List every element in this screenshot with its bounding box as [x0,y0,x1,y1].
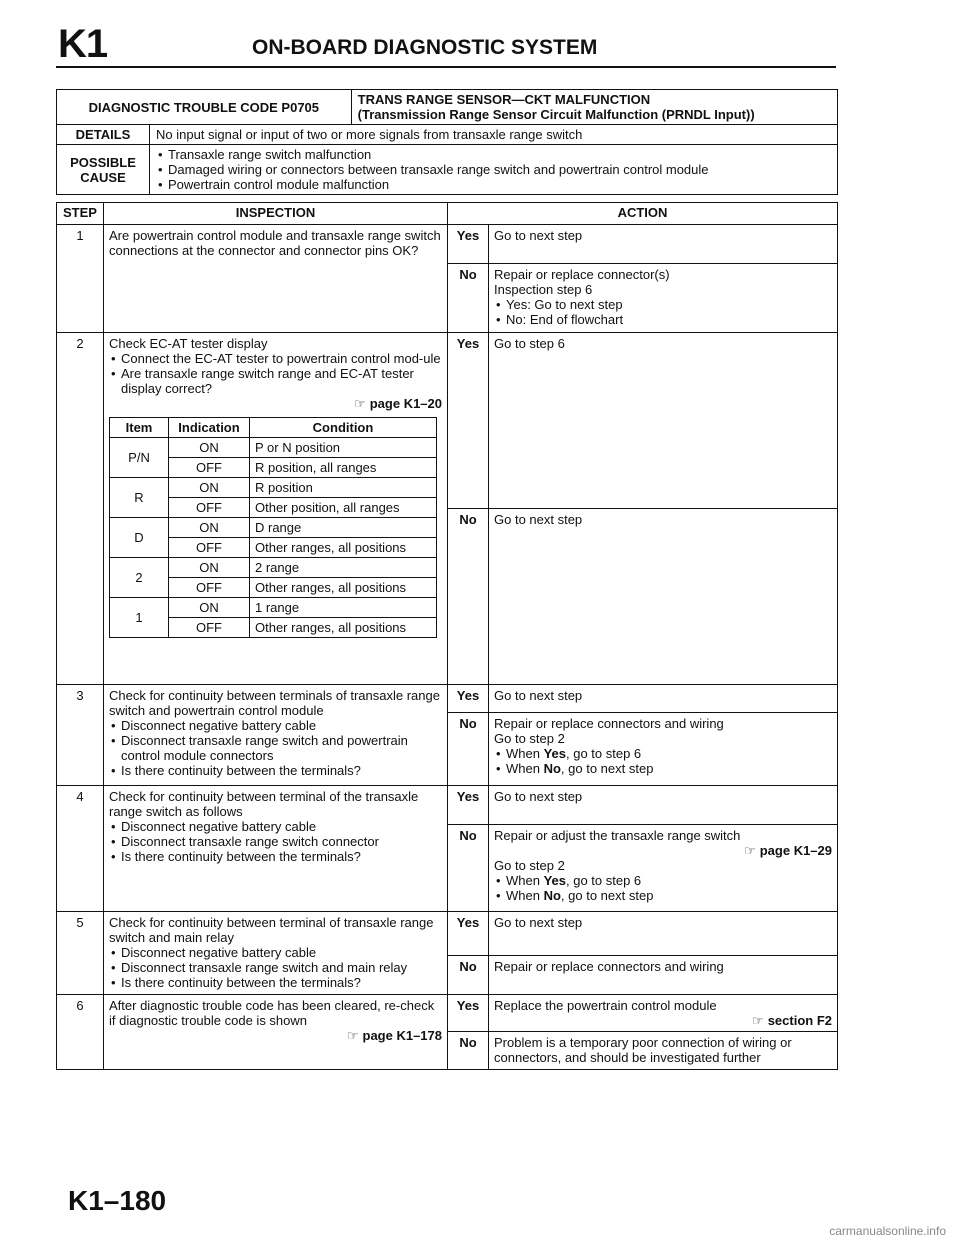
page-title: ON-BOARD DIAGNOSTIC SYSTEM [252,36,598,59]
step-inspection-lead: Check EC-AT tester display [109,335,268,351]
step-bullet: • Disconnect negative battery cable [121,819,442,834]
no-action [489,263,838,332]
it-condition: R position [250,477,437,497]
details-label: DETAILS [57,125,150,145]
no-action-line: Repair or adjust the transaxle range switch [494,827,741,843]
step-inspection [104,995,448,1070]
no-action [489,824,838,911]
dtc-info-table [56,89,838,195]
it-indication: ON [169,597,250,617]
yes-action-line: Replace the powertrain control module [494,998,717,1013]
step-bullet: • Disconnect negative battery cable [121,945,442,960]
step-number: 3 [57,685,104,786]
flowchart-table [56,202,838,1070]
step-inspection-lead: Check for continuity between terminal of the transaxle range switch as follows [109,789,419,820]
bullet-text: , go to next step [560,761,654,777]
bullet-text: When [506,887,544,903]
it-header-condition: Condition [250,417,437,437]
yes-label: Yes [448,332,489,508]
step-number: 4 [57,786,104,912]
yes-label: Yes [448,995,489,1032]
section-reference [494,1013,832,1028]
it-condition: Other ranges, all positions [250,537,437,557]
bullet-emphasis: No [543,761,561,777]
step-bullet: • Disconnect transaxle range switch connector [121,834,442,849]
no-action-bullet: • No: End of flowchart [506,312,832,327]
dtc-name-line2: (Transmission Range Sensor Circuit Malfunction (PRNDL Input)) [357,107,755,122]
it-indication: OFF [169,457,250,477]
step-number: 1 [57,225,104,332]
dtc-code-cell [57,90,352,125]
yes-label: Yes [448,786,489,824]
it-indication: OFF [169,537,250,557]
page-number: K1–180 [68,1185,167,1216]
hand-pointer-icon: ☞ [346,1028,359,1043]
step-bullet: • Is there continuity between the terminals? [121,975,442,990]
it-item: 1 [110,597,169,637]
yes-label: Yes [448,225,489,263]
step-inspection-lead: After diagnostic trouble code has been cleared, re-check if diagnostic trouble code is shown [109,998,435,1028]
no-label: No [448,824,489,911]
no-action-line: Inspection step 6 [494,281,593,297]
yes-action: Go to next step [489,786,838,824]
step-number: 6 [57,995,104,1070]
no-label: No [448,713,489,786]
yes-label: Yes [448,911,489,955]
no-action-bullets [494,746,832,776]
no-label: No [448,508,489,684]
no-action-line: Repair or replace connector(s) [494,266,670,282]
it-indication: ON [169,437,250,457]
page-reference [494,843,832,858]
watermark: carmanualsonline.info [829,1224,946,1238]
hand-pointer-icon: ☞ [354,395,366,411]
it-header-item: Item [110,417,169,437]
step-bullet: • Is there continuity between the terminals? [121,849,442,864]
no-action [489,713,838,786]
section-code: K1 [58,22,108,66]
step-inspection: Are powertrain control module and transaxle range switch connections at the connector and connector pins OK? [104,225,448,332]
step-number: 2 [57,332,104,684]
no-action: Problem is a temporary poor connection of wiring or connectors, and should be investigated further [489,1032,838,1070]
it-item: D [110,517,169,557]
it-header-indication: Indication [169,417,250,437]
step-bullets [109,718,442,778]
step-inspection-lead: Check for continuity between terminal of transaxle range switch and main relay [109,914,434,945]
bullet-text: When [506,746,544,762]
it-condition: 1 range [250,597,437,617]
no-action-bullets [494,873,832,903]
it-condition: P or N position [250,437,437,457]
page-reference-text: page K1–29 [759,842,832,858]
no-action-bullets [494,297,832,327]
indication-table [109,417,437,638]
no-action-line: Repair or replace connectors and wiring [494,716,724,732]
it-condition: Other ranges, all positions [250,577,437,597]
hand-pointer-icon: ☞ [744,842,756,858]
it-indication: ON [169,477,250,497]
no-label: No [448,1032,489,1070]
bullet-text: When [506,872,544,888]
no-label: No [448,263,489,332]
col-inspection-header: INSPECTION [104,203,448,225]
it-indication: ON [169,557,250,577]
step-bullet: • Disconnect negative battery cable [121,718,442,733]
bullet-text: , go to step 6 [566,746,642,762]
cause-item: • Transaxle range switch malfunction [168,147,831,162]
step-bullet: • Are transaxle range switch range and EC-AT tester display correct? [121,366,442,396]
header-rule [56,66,836,68]
no-action-line: Go to step 2 [494,857,565,873]
step-bullet: • Connect the EC-AT tester to powertrain control mod-ule [121,351,442,366]
cause-list-cell [150,145,838,195]
step-bullets [109,351,442,396]
bullet-emphasis: No [543,887,561,903]
cause-label [57,145,150,195]
yes-label: Yes [448,685,489,713]
it-indication: OFF [169,577,250,597]
no-action-bullet: • Yes: Go to next step [506,297,832,312]
it-condition: R position, all ranges [250,457,437,477]
it-condition: D range [250,517,437,537]
step-inspection [104,786,448,912]
step-inspection [104,332,448,684]
bullet-text: When [506,761,544,777]
cause-item: • Powertrain control module malfunction [168,177,831,192]
step-bullet: • Disconnect transaxle range switch and powertrain control module connectors [121,733,442,763]
section-reference-text: section F2 [767,1013,832,1028]
col-action-header: ACTION [448,203,838,225]
step-number: 5 [57,911,104,994]
no-action-bullet [506,888,832,903]
cause-label-line1: POSSIBLE [70,154,136,170]
page-reference [109,1028,442,1043]
no-action-bullet [506,746,832,761]
it-item: R [110,477,169,517]
step-bullets [109,945,442,990]
it-item: 2 [110,557,169,597]
step-inspection [104,685,448,786]
no-action-bullet [506,761,832,776]
no-label: No [448,955,489,994]
yes-action [489,995,838,1032]
it-item: P/N [110,437,169,477]
bullet-text: , go to next step [560,887,654,903]
cause-item: • Damaged wiring or connectors between transaxle range switch and powertrain control module [168,162,831,177]
yes-action: Go to next step [489,685,838,713]
col-step-header: STEP [57,203,104,225]
step-bullet: • Is there continuity between the terminals? [121,763,442,778]
yes-action: Go to next step [489,225,838,263]
dtc-code-label: DIAGNOSTIC TROUBLE CODE P0705 [88,99,320,115]
page-reference [109,396,442,411]
it-condition: Other ranges, all positions [250,617,437,637]
dtc-name-cell [351,90,837,125]
cause-label-line2: CAUSE [80,169,126,185]
dtc-name-line1: TRANS RANGE SENSOR—CKT MALFUNCTION [357,92,651,107]
no-action: Repair or replace connectors and wiring [489,955,838,994]
yes-action: Go to step 6 [489,332,838,508]
step-inspection-lead: Check for continuity between terminals of transaxle range switch and powertrain control module [109,688,440,719]
no-action-line: Go to step 2 [494,731,565,747]
bullet-text: , go to step 6 [566,872,642,888]
page-reference-text: page K1–20 [369,395,442,411]
it-condition: 2 range [250,557,437,577]
page-reference-text: page K1–178 [362,1028,442,1043]
it-indication: OFF [169,497,250,517]
no-action: Go to next step [489,508,838,684]
bullet-emphasis: Yes [543,746,566,762]
no-action-bullet [506,873,832,888]
step-bullet: • Disconnect transaxle range switch and main relay [121,960,442,975]
step-inspection [104,911,448,994]
yes-action: Go to next step [489,911,838,955]
it-indication: ON [169,517,250,537]
it-condition: Other position, all ranges [250,497,437,517]
details-text: No input signal or input of two or more signals from transaxle range switch [150,125,838,145]
bullet-emphasis: Yes [543,872,566,888]
it-indication: OFF [169,617,250,637]
step-bullets [109,819,442,864]
cause-list [156,147,831,192]
hand-pointer-icon: ☞ [752,1013,764,1028]
